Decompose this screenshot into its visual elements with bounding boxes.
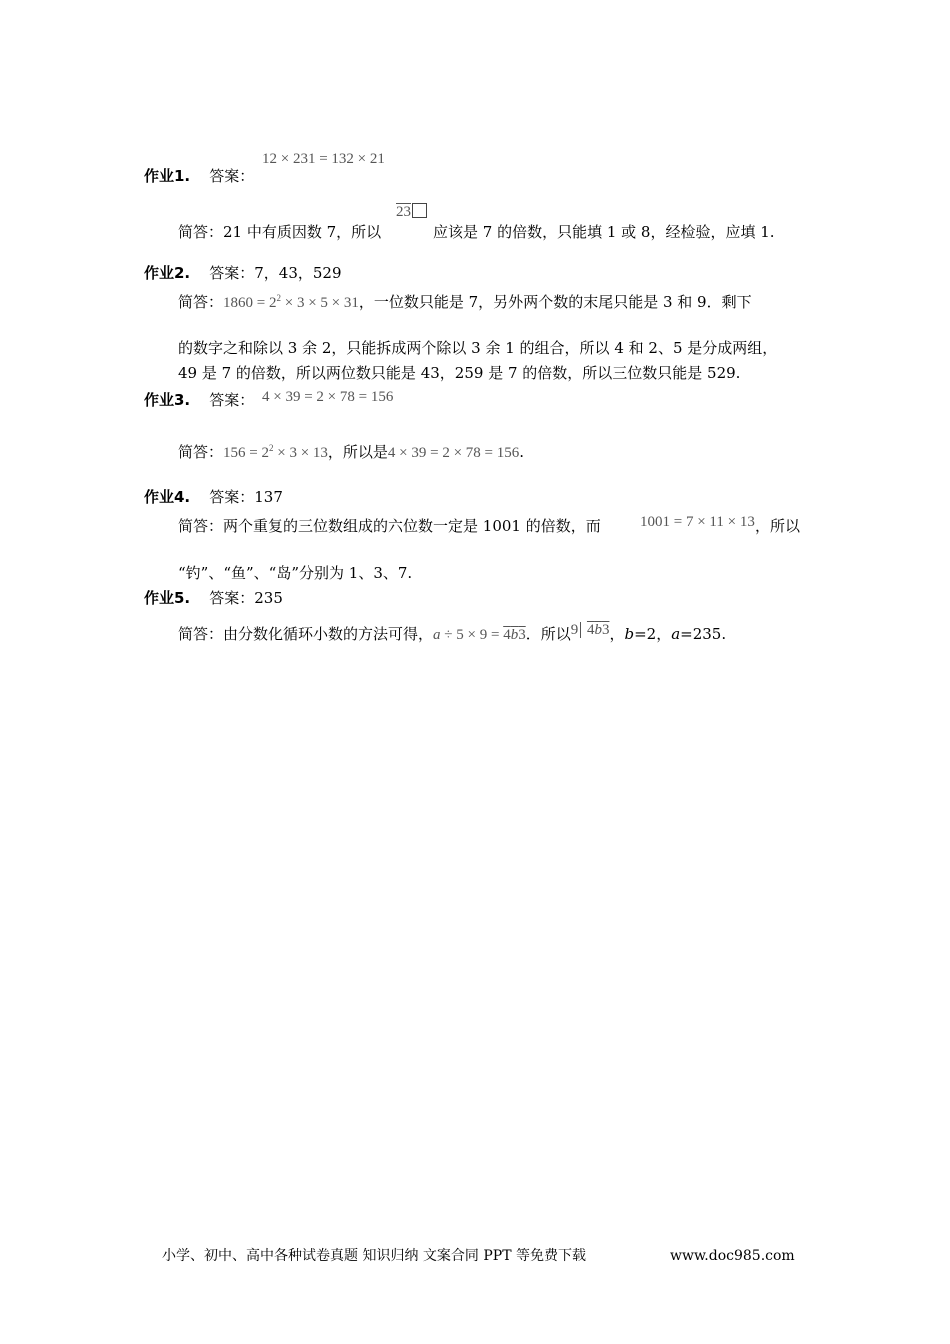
hw5-mid: ．所以 bbox=[525, 625, 571, 643]
hw4-brief-before: 两个重复的三位数组成的六位数一定是 1001 的倍数，而 bbox=[223, 517, 601, 535]
hw2-formula bbox=[223, 295, 359, 311]
hw5-formula2-num2: 3 bbox=[601, 622, 610, 638]
hw4-answer-line bbox=[144, 488, 283, 506]
hw5-tail1: ， bbox=[609, 625, 625, 643]
hw4-brief-line2: “钓”、“鱼”、“岛”分别为 1、3、7. bbox=[178, 564, 413, 582]
hw1-label: 作业1. bbox=[144, 167, 191, 185]
hw1-answer-formula: 12 × 231 = 132 × 21 bbox=[262, 151, 385, 167]
hw2-formula-exp: 2 bbox=[276, 293, 281, 303]
hw5-formula1-mid: ÷ 5 × 9 = bbox=[440, 627, 504, 643]
hw5-formula1-b: b bbox=[510, 627, 519, 643]
hw5-b-var: b bbox=[624, 625, 635, 643]
hw4-brief-after: ，所以 bbox=[755, 517, 801, 535]
hw5-answer: 235 bbox=[254, 589, 283, 607]
footer-url[interactable]: www.doc985.com bbox=[670, 1248, 795, 1264]
hw5-formula2-num1: 4 bbox=[586, 622, 595, 638]
hw5-formula2-repeating bbox=[587, 622, 610, 638]
hw5-formula1-repeating bbox=[503, 627, 526, 643]
hw5-b-val: =2， bbox=[634, 625, 672, 643]
hw3-formula2: 4 × 39 = 2 × 78 = 156 bbox=[387, 445, 520, 461]
hw5-answer-label: 答案： bbox=[209, 589, 255, 607]
hw5-formula1 bbox=[433, 627, 526, 643]
hw5-formula2 bbox=[571, 622, 610, 638]
hw4-label: 作业4. bbox=[144, 488, 191, 506]
hw5-brief-line bbox=[178, 622, 727, 644]
hw2-formula-base: 1860 = 2 bbox=[223, 295, 277, 311]
hw2-brief-line1 bbox=[178, 293, 752, 312]
hw3-answer-label: 答案： bbox=[209, 391, 255, 409]
hw3-answer-formula: 4 × 39 = 2 × 78 = 156 bbox=[262, 389, 394, 405]
hw1-brief-after: 应该是 7 的倍数，只能填 1 或 8，经检验，应填 1. bbox=[433, 223, 775, 241]
hw3-answer-line bbox=[144, 391, 254, 409]
hw4-answer: 137 bbox=[254, 488, 283, 506]
hw5-brief-label: 简答： bbox=[178, 625, 224, 643]
hw5-answer-line bbox=[144, 589, 283, 607]
hw5-a-val: =235. bbox=[680, 625, 727, 643]
hw3-formula1 bbox=[223, 445, 328, 461]
hw4-brief-line1 bbox=[178, 517, 601, 535]
hw1-overline-number bbox=[396, 203, 427, 221]
hw5-label: 作业5. bbox=[144, 589, 191, 607]
hw2-formula-rest: × 3 × 5 × 31 bbox=[280, 295, 359, 311]
hw2-answer-label: 答案： bbox=[209, 264, 255, 282]
divides-bar-icon bbox=[580, 622, 585, 638]
hw4-brief-label: 简答： bbox=[178, 517, 224, 535]
hw5-formula1-num1: 4 bbox=[503, 627, 511, 643]
hw5-formula1-num2: 3 bbox=[518, 627, 526, 643]
hw3-formula1-rest: × 3 × 13 bbox=[273, 445, 328, 461]
hw2-brief-line3: 49 是 7 的倍数，所以两位数只能是 43，259 是 7 的倍数，所以三位数只能是 529. bbox=[178, 364, 741, 382]
hw2-line1-after: ，一位数只能是 7，另外两个数的末尾只能是 3 和 9．剩下 bbox=[358, 293, 752, 311]
hw2-answer-line bbox=[144, 264, 342, 282]
hw2-brief-label: 简答： bbox=[178, 293, 224, 311]
hw2-brief-line2: 的数字之和除以 3 余 2，只能拆成两个除以 3 余 1 的组合，所以 4 和 2、5 是分成两组， bbox=[178, 339, 778, 357]
hw5-formula2-b: b bbox=[594, 622, 602, 638]
hw5-a-var: a bbox=[671, 625, 681, 643]
hw3-brief-label: 简答： bbox=[178, 443, 224, 461]
hw1-answer-label: 答案： bbox=[209, 167, 255, 185]
hw3-brief-line bbox=[178, 443, 524, 462]
hw3-end: . bbox=[519, 443, 525, 461]
hw4-answer-label: 答案： bbox=[209, 488, 255, 506]
hw2-answer: 7，43，529 bbox=[254, 264, 342, 282]
hw1-brief-before: 21 中有质因数 7，所以 bbox=[223, 223, 382, 241]
hw5-formula2-nine: 9 bbox=[570, 622, 579, 638]
hw1-answer-line bbox=[144, 167, 254, 185]
hw1-brief-line bbox=[178, 223, 381, 241]
hw2-label: 作业2. bbox=[144, 264, 191, 282]
hw3-formula1-base: 156 = 2 bbox=[223, 445, 269, 461]
hw3-formula1-exp: 2 bbox=[268, 443, 274, 453]
hw4-formula: 1001 = 7 × 11 × 13 bbox=[640, 514, 755, 530]
hw3-label: 作业3. bbox=[144, 391, 191, 409]
hw5-brief-before: 由分数化循环小数的方法可得， bbox=[223, 625, 434, 643]
hw5-formula1-a: a bbox=[433, 627, 441, 643]
hw1-brief-label: 简答： bbox=[178, 223, 224, 241]
footer-text: 小学、初中、高中各种试卷真题 知识归纳 文案合同 PPT 等免费下载 bbox=[162, 1248, 586, 1264]
hw1-overline-digits: 23 bbox=[396, 204, 411, 220]
blank-box-icon bbox=[412, 203, 427, 218]
hw3-mid: ，所以是 bbox=[327, 443, 388, 461]
